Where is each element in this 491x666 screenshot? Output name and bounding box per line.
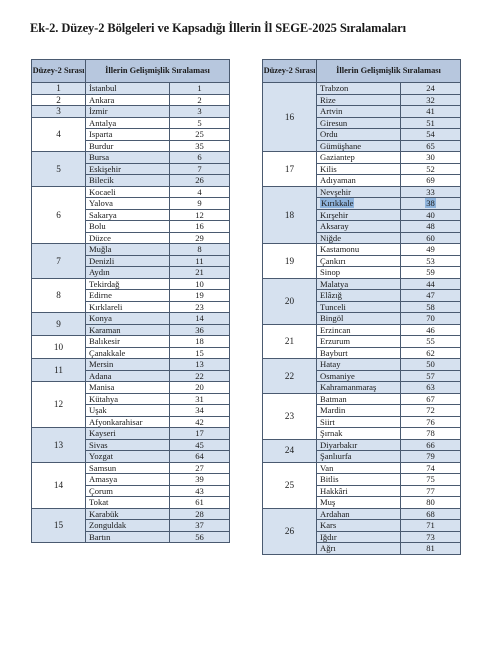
province-name-cell: Adana: [86, 370, 170, 382]
province-name-cell: Antalya: [86, 117, 170, 129]
province-name-cell: Karaman: [86, 324, 170, 336]
province-rank-cell: 68: [401, 508, 461, 520]
province-name-cell: Tokat: [86, 497, 170, 509]
table-row: [32, 186, 230, 198]
province-name-cell: Bitlis: [317, 474, 401, 486]
province-rank-cell: 24: [401, 83, 461, 95]
province-name-cell: Çanakkale: [86, 347, 170, 359]
province-name-cell: Gümüşhane: [317, 140, 401, 152]
province-rank-cell: 47: [401, 290, 461, 302]
table-row: [263, 324, 461, 336]
province-name-cell: Eskişehir: [86, 163, 170, 175]
highlighted-rank: 38: [426, 198, 435, 208]
table-row: [263, 508, 461, 520]
province-name-cell: Kilis: [317, 163, 401, 175]
province-rank-cell: 74: [401, 462, 461, 474]
province-rank-cell: 34: [170, 405, 230, 417]
province-rank-cell: 29: [170, 232, 230, 244]
province-name-cell: Batman: [317, 393, 401, 405]
province-name-cell: Ardahan: [317, 508, 401, 520]
table-row: [263, 186, 461, 198]
province-rank-cell: 31: [170, 393, 230, 405]
region-rank-cell: 7: [32, 244, 86, 279]
province-name-cell: Bilecik: [86, 175, 170, 187]
province-name-cell: Kırklareli: [86, 301, 170, 313]
province-name-cell: Sinop: [317, 267, 401, 279]
level-rank-header: Düzey-2 Sırası: [32, 60, 86, 83]
region-rank-cell: 26: [263, 508, 317, 554]
province-name-cell: Erzurum: [317, 336, 401, 348]
highlighted-name: Kırıkkale: [321, 198, 354, 208]
region-rank-cell: 22: [263, 359, 317, 394]
province-rank-cell: 52: [401, 163, 461, 175]
province-rank-cell: 25: [170, 129, 230, 141]
region-rank-cell: 4: [32, 117, 86, 152]
province-name-cell: Mersin: [86, 359, 170, 371]
region-rank-cell: 20: [263, 278, 317, 324]
province-name-cell: Niğde: [317, 232, 401, 244]
province-name-cell: Iğdır: [317, 531, 401, 543]
province-name-cell: Aksaray: [317, 221, 401, 233]
province-rank-cell: 58: [401, 301, 461, 313]
table-row: [32, 508, 230, 520]
right-region-table: [262, 59, 461, 555]
region-rank-cell: 16: [263, 83, 317, 152]
province-rank-cell: 63: [401, 382, 461, 394]
province-name-cell: Sivas: [86, 439, 170, 451]
province-name-cell: Rize: [317, 94, 401, 106]
table-row: [32, 117, 230, 129]
highlighted-province-name-cell: [317, 198, 401, 210]
province-rank-cell: 44: [401, 278, 461, 290]
province-name-cell: Kayseri: [86, 428, 170, 440]
province-rank-cell: 23: [170, 301, 230, 313]
province-name-cell: Muş: [317, 497, 401, 509]
province-name-cell: Bartın: [86, 531, 170, 543]
province-name-cell: Şırnak: [317, 428, 401, 440]
province-name-cell: Kırşehir: [317, 209, 401, 221]
province-rank-cell: 1: [170, 83, 230, 95]
province-rank-cell: 81: [401, 543, 461, 555]
province-rank-cell: 43: [170, 485, 230, 497]
province-name-cell: Hakkâri: [317, 485, 401, 497]
province-rank-cell: 59: [401, 267, 461, 279]
province-name-cell: Afyonkarahisar: [86, 416, 170, 428]
table-row: [32, 428, 230, 440]
province-rank-cell: 51: [401, 117, 461, 129]
province-rank-cell: 49: [401, 244, 461, 256]
province-name-cell: Malatya: [317, 278, 401, 290]
region-rank-cell: 2: [32, 94, 86, 106]
province-name-cell: Ağrı: [317, 543, 401, 555]
table-row: [32, 106, 230, 118]
left-table-body: [32, 83, 230, 543]
province-rank-cell: 65: [401, 140, 461, 152]
province-rank-cell: [401, 198, 461, 210]
region-rank-cell: 19: [263, 244, 317, 279]
province-rank-cell: 14: [170, 313, 230, 325]
region-rank-cell: 18: [263, 186, 317, 244]
province-rank-cell: 6: [170, 152, 230, 164]
province-name-cell: Yalova: [86, 198, 170, 210]
table-row: [32, 359, 230, 371]
province-rank-cell: 69: [401, 175, 461, 187]
province-rank-cell: 5: [170, 117, 230, 129]
province-rank-cell: 13: [170, 359, 230, 371]
province-rank-cell: 54: [401, 129, 461, 141]
province-name-cell: Uşak: [86, 405, 170, 417]
province-rank-cell: 64: [170, 451, 230, 463]
province-name-cell: Denizli: [86, 255, 170, 267]
region-rank-cell: 24: [263, 439, 317, 462]
province-rank-cell: 45: [170, 439, 230, 451]
region-rank-cell: 3: [32, 106, 86, 118]
region-rank-cell: 9: [32, 313, 86, 336]
province-name-cell: Karabük: [86, 508, 170, 520]
table-row: [32, 313, 230, 325]
province-rank-cell: 57: [401, 370, 461, 382]
region-rank-cell: 8: [32, 278, 86, 313]
province-name-cell: Tunceli: [317, 301, 401, 313]
left-region-table: [31, 59, 230, 543]
province-name-cell: Trabzon: [317, 83, 401, 95]
region-rank-cell: 11: [32, 359, 86, 382]
province-name-cell: Konya: [86, 313, 170, 325]
province-rank-cell: 42: [170, 416, 230, 428]
province-name-cell: Adıyaman: [317, 175, 401, 187]
province-rank-cell: 7: [170, 163, 230, 175]
province-name-cell: Mardin: [317, 405, 401, 417]
province-name-cell: Artvin: [317, 106, 401, 118]
region-rank-cell: 17: [263, 152, 317, 187]
table-row: [263, 393, 461, 405]
province-name-cell: Osmaniye: [317, 370, 401, 382]
table-row: [263, 462, 461, 474]
province-name-cell: Çorum: [86, 485, 170, 497]
right-table-body: [263, 83, 461, 555]
table-row: [32, 278, 230, 290]
province-name-cell: Kütahya: [86, 393, 170, 405]
province-rank-cell: 71: [401, 520, 461, 532]
region-rank-cell: 13: [32, 428, 86, 463]
province-rank-cell: 2: [170, 94, 230, 106]
province-rank-cell: 16: [170, 221, 230, 233]
table-row: [263, 278, 461, 290]
province-name-cell: Van: [317, 462, 401, 474]
province-name-cell: Bolu: [86, 221, 170, 233]
province-name-cell: Hatay: [317, 359, 401, 371]
region-rank-cell: 21: [263, 324, 317, 359]
province-rank-cell: 35: [170, 140, 230, 152]
province-name-cell: Aydın: [86, 267, 170, 279]
province-rank-cell: 27: [170, 462, 230, 474]
province-rank-cell: 3: [170, 106, 230, 118]
province-rank-cell: 78: [401, 428, 461, 440]
table-row: [263, 439, 461, 451]
development-index-header: İllerin Gelişmişlik Sıralaması: [86, 60, 230, 83]
development-index-header: İllerin Gelişmişlik Sıralaması: [317, 60, 461, 83]
province-name-cell: Sakarya: [86, 209, 170, 221]
table-row: [32, 336, 230, 348]
province-name-cell: Düzce: [86, 232, 170, 244]
province-rank-cell: 37: [170, 520, 230, 532]
province-rank-cell: 48: [401, 221, 461, 233]
province-rank-cell: 53: [401, 255, 461, 267]
province-name-cell: Erzincan: [317, 324, 401, 336]
province-rank-cell: 75: [401, 474, 461, 486]
table-row: [263, 83, 461, 95]
level-rank-header: Düzey-2 Sırası: [263, 60, 317, 83]
province-name-cell: Amasya: [86, 474, 170, 486]
province-rank-cell: 36: [170, 324, 230, 336]
region-rank-cell: 14: [32, 462, 86, 508]
province-name-cell: Bayburt: [317, 347, 401, 359]
province-rank-cell: 79: [401, 451, 461, 463]
province-name-cell: Muğla: [86, 244, 170, 256]
region-rank-cell: 25: [263, 462, 317, 508]
table-row: [32, 382, 230, 394]
province-name-cell: Kocaeli: [86, 186, 170, 198]
province-rank-cell: 61: [170, 497, 230, 509]
province-rank-cell: 9: [170, 198, 230, 210]
page-title: Ek-2. Düzey-2 Bölgeleri ve Kapsadığı İllerin İl SEGE-2025 Sıralamaları: [30, 21, 406, 35]
province-rank-cell: 50: [401, 359, 461, 371]
province-rank-cell: 40: [401, 209, 461, 221]
province-rank-cell: 18: [170, 336, 230, 348]
province-rank-cell: 8: [170, 244, 230, 256]
province-rank-cell: 12: [170, 209, 230, 221]
province-rank-cell: 15: [170, 347, 230, 359]
province-rank-cell: 72: [401, 405, 461, 417]
province-rank-cell: 32: [401, 94, 461, 106]
province-rank-cell: 60: [401, 232, 461, 244]
province-name-cell: Gaziantep: [317, 152, 401, 164]
province-rank-cell: 77: [401, 485, 461, 497]
province-rank-cell: 30: [401, 152, 461, 164]
province-rank-cell: 11: [170, 255, 230, 267]
province-name-cell: Giresun: [317, 117, 401, 129]
province-name-cell: Zonguldak: [86, 520, 170, 532]
province-name-cell: Çankırı: [317, 255, 401, 267]
province-rank-cell: 41: [401, 106, 461, 118]
province-name-cell: Samsun: [86, 462, 170, 474]
province-name-cell: Burdur: [86, 140, 170, 152]
province-name-cell: Kastamonu: [317, 244, 401, 256]
province-name-cell: Balıkesir: [86, 336, 170, 348]
table-row: [263, 244, 461, 256]
region-rank-cell: 5: [32, 152, 86, 187]
province-rank-cell: 39: [170, 474, 230, 486]
province-name-cell: Isparta: [86, 129, 170, 141]
province-name-cell: Kars: [317, 520, 401, 532]
province-rank-cell: 10: [170, 278, 230, 290]
region-rank-cell: 6: [32, 186, 86, 244]
table-row: [263, 152, 461, 164]
province-name-cell: Nevşehir: [317, 186, 401, 198]
table-row: [32, 152, 230, 164]
province-name-cell: Edirne: [86, 290, 170, 302]
province-name-cell: Tekirdağ: [86, 278, 170, 290]
province-rank-cell: 76: [401, 416, 461, 428]
region-rank-cell: 23: [263, 393, 317, 439]
province-rank-cell: 55: [401, 336, 461, 348]
province-name-cell: Bingöl: [317, 313, 401, 325]
province-rank-cell: 56: [170, 531, 230, 543]
region-rank-cell: 1: [32, 83, 86, 95]
table-row: [263, 359, 461, 371]
province-rank-cell: 62: [401, 347, 461, 359]
province-name-cell: Bursa: [86, 152, 170, 164]
province-name-cell: Manisa: [86, 382, 170, 394]
province-rank-cell: 4: [170, 186, 230, 198]
province-rank-cell: 28: [170, 508, 230, 520]
province-name-cell: İstanbul: [86, 83, 170, 95]
province-rank-cell: 19: [170, 290, 230, 302]
province-rank-cell: 21: [170, 267, 230, 279]
province-rank-cell: 20: [170, 382, 230, 394]
province-rank-cell: 70: [401, 313, 461, 325]
province-name-cell: Elâzığ: [317, 290, 401, 302]
province-name-cell: Ordu: [317, 129, 401, 141]
province-rank-cell: 66: [401, 439, 461, 451]
province-name-cell: Ankara: [86, 94, 170, 106]
table-row: [32, 94, 230, 106]
province-rank-cell: 67: [401, 393, 461, 405]
province-name-cell: İzmir: [86, 106, 170, 118]
table-row: [32, 462, 230, 474]
province-name-cell: Şanlıurfa: [317, 451, 401, 463]
province-rank-cell: 80: [401, 497, 461, 509]
region-rank-cell: 15: [32, 508, 86, 543]
region-rank-cell: 10: [32, 336, 86, 359]
province-rank-cell: 22: [170, 370, 230, 382]
province-rank-cell: 73: [401, 531, 461, 543]
region-rank-cell: 12: [32, 382, 86, 428]
table-row: [32, 244, 230, 256]
province-name-cell: Yozgat: [86, 451, 170, 463]
province-name-cell: Diyarbakır: [317, 439, 401, 451]
province-name-cell: Kahramanmaraş: [317, 382, 401, 394]
province-rank-cell: 17: [170, 428, 230, 440]
province-rank-cell: 33: [401, 186, 461, 198]
province-rank-cell: 46: [401, 324, 461, 336]
province-rank-cell: 26: [170, 175, 230, 187]
table-row: [32, 83, 230, 95]
province-name-cell: Siirt: [317, 416, 401, 428]
